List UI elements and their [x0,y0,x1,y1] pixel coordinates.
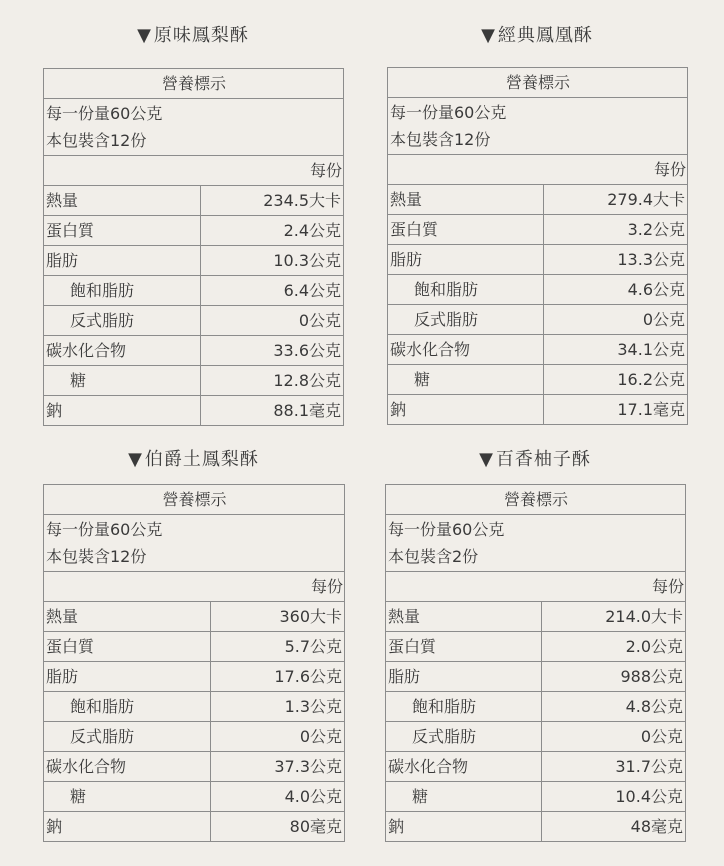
nutrient-value: 0公克 [201,306,344,336]
nutrient-value: 0公克 [211,722,345,752]
nutrient-row [44,632,345,662]
nutrient-label: 熱量 [386,602,542,632]
nutrient-value: 33.6公克 [201,336,344,366]
nutrient-label: 脂肪 [44,662,211,692]
product-title [385,448,685,472]
nutrient-label: 反式脂肪 [388,305,544,335]
nutrient-value: 988公克 [542,662,686,692]
nutrient-label: 糖 [386,782,542,812]
nutrient-label: 飽和脂肪 [388,275,544,305]
nutrient-label: 飽和脂肪 [386,692,542,722]
per-serving-label: 每份 [386,572,686,602]
nutrient-value: 360大卡 [211,602,345,632]
nutrient-value: 34.1公克 [544,335,688,365]
product-title [43,24,343,48]
nutrition-table [43,484,345,842]
nutrient-label: 飽和脂肪 [44,276,201,306]
nutrient-label: 碳水化合物 [44,336,201,366]
serving-size: 每一份量60公克 [388,520,505,539]
serving-info [44,515,345,572]
product-title-text: 百香柚子酥 [495,449,591,470]
nutrient-row [44,306,344,336]
nutrient-row [44,752,345,782]
nutrient-row [388,305,688,335]
nutrient-value: 12.8公克 [201,366,344,396]
nutrient-value: 0公克 [544,305,688,335]
nutrient-value: 13.3公克 [544,245,688,275]
nutrient-value: 10.3公克 [201,246,344,276]
nutrient-value: 214.0大卡 [542,602,686,632]
nutrient-row [44,216,344,246]
per-serving-label: 每份 [44,572,345,602]
nutrient-label: 脂肪 [386,662,542,692]
nutrient-row [386,812,686,842]
nutrient-value: 17.1毫克 [544,395,688,425]
nutrient-value: 279.4大卡 [544,185,688,215]
nutrient-label: 反式脂肪 [44,722,211,752]
nutrient-label: 蛋白質 [44,632,211,662]
nutrient-label: 鈉 [386,812,542,842]
nutrient-label: 糖 [44,782,211,812]
product-title [43,448,344,472]
nutrient-label: 蛋白質 [44,216,201,246]
nutrient-row [44,812,345,842]
nutrient-value: 1.3公克 [211,692,345,722]
nutrient-value: 80毫克 [211,812,345,842]
nutrient-label: 熱量 [388,185,544,215]
nutrient-value: 88.1毫克 [201,396,344,426]
nutrient-label: 飽和脂肪 [44,692,211,722]
nutrient-row [388,335,688,365]
nutrient-row [44,246,344,276]
nutrient-value: 2.4公克 [201,216,344,246]
nutrient-label: 反式脂肪 [386,722,542,752]
servings-per-package: 本包裝含12份 [46,131,147,150]
nutrient-row [44,366,344,396]
nutrient-label: 鈉 [44,812,211,842]
nutrient-row [386,662,686,692]
nutrient-value: 3.2公克 [544,215,688,245]
per-serving-label: 每份 [44,156,344,186]
nutrient-row [386,692,686,722]
nutrient-label: 碳水化合物 [388,335,544,365]
nutrient-value: 5.7公克 [211,632,345,662]
product-original-pineapple-cake [43,24,343,426]
servings-per-package: 本包裝含12份 [390,130,491,149]
nutrient-value: 10.4公克 [542,782,686,812]
serving-size: 每一份量60公克 [390,103,507,122]
nutrient-row [44,396,344,426]
nutrient-label: 熱量 [44,186,201,216]
nutrient-value: 17.6公克 [211,662,345,692]
nutrient-value: 4.0公克 [211,782,345,812]
nutrient-row [44,602,345,632]
serving-size: 每一份量60公克 [46,104,163,123]
nutrient-label: 脂肪 [388,245,544,275]
servings-per-package: 本包裝含2份 [388,547,479,566]
serving-size: 每一份量60公克 [46,520,163,539]
nutrition-header: 營養標示 [44,485,345,515]
nutrient-value: 4.6公克 [544,275,688,305]
nutrient-label: 鈉 [388,395,544,425]
product-title-text: 經典鳳凰酥 [497,25,593,46]
nutrient-row [388,365,688,395]
nutrient-row [388,185,688,215]
nutrient-value: 234.5大卡 [201,186,344,216]
nutrient-row [44,722,345,752]
nutrient-label: 糖 [388,365,544,395]
nutrition-table [43,68,344,426]
product-passion-yuzu-cake [385,448,685,842]
serving-info [44,99,344,156]
nutrient-label: 碳水化合物 [386,752,542,782]
triangle-down-icon: ▼ [137,25,152,46]
nutrient-row [386,632,686,662]
nutrient-row [388,395,688,425]
nutrient-row [44,336,344,366]
nutrient-value: 31.7公克 [542,752,686,782]
nutrient-row [44,692,345,722]
nutrient-row [44,662,345,692]
product-classic-phoenix-cake [387,24,687,426]
nutrient-value: 48毫克 [542,812,686,842]
nutrient-label: 反式脂肪 [44,306,201,336]
nutrient-label: 碳水化合物 [44,752,211,782]
nutrition-table [387,67,688,425]
servings-per-package: 本包裝含12份 [46,547,147,566]
nutrient-value: 0公克 [542,722,686,752]
product-earl-pineapple-cake [43,448,344,842]
nutrient-row [44,782,345,812]
triangle-down-icon: ▼ [479,449,494,470]
nutrient-row [388,215,688,245]
nutrient-row [386,722,686,752]
nutrient-row [44,276,344,306]
nutrient-value: 2.0公克 [542,632,686,662]
nutrient-row [388,245,688,275]
nutrient-row [386,752,686,782]
nutrient-label: 蛋白質 [388,215,544,245]
nutrition-header: 營養標示 [386,485,686,515]
product-title-text: 原味鳳梨酥 [153,25,249,46]
nutrient-value: 16.2公克 [544,365,688,395]
nutrient-row [386,602,686,632]
serving-info [388,98,688,155]
nutrient-row [388,275,688,305]
nutrient-label: 熱量 [44,602,211,632]
nutrient-value: 37.3公克 [211,752,345,782]
nutrient-value: 4.8公克 [542,692,686,722]
triangle-down-icon: ▼ [128,449,143,470]
nutrition-table [385,484,686,842]
nutrient-value: 6.4公克 [201,276,344,306]
serving-info [386,515,686,572]
nutrient-row [386,782,686,812]
triangle-down-icon: ▼ [481,25,496,46]
nutrient-label: 鈉 [44,396,201,426]
nutrient-label: 蛋白質 [386,632,542,662]
product-title-text: 伯爵土鳳梨酥 [144,449,259,470]
nutrient-label: 脂肪 [44,246,201,276]
nutrition-header: 營養標示 [44,69,344,99]
nutrient-row [44,186,344,216]
nutrient-label: 糖 [44,366,201,396]
product-title [387,24,687,48]
nutrition-header: 營養標示 [388,68,688,98]
per-serving-label: 每份 [388,155,688,185]
